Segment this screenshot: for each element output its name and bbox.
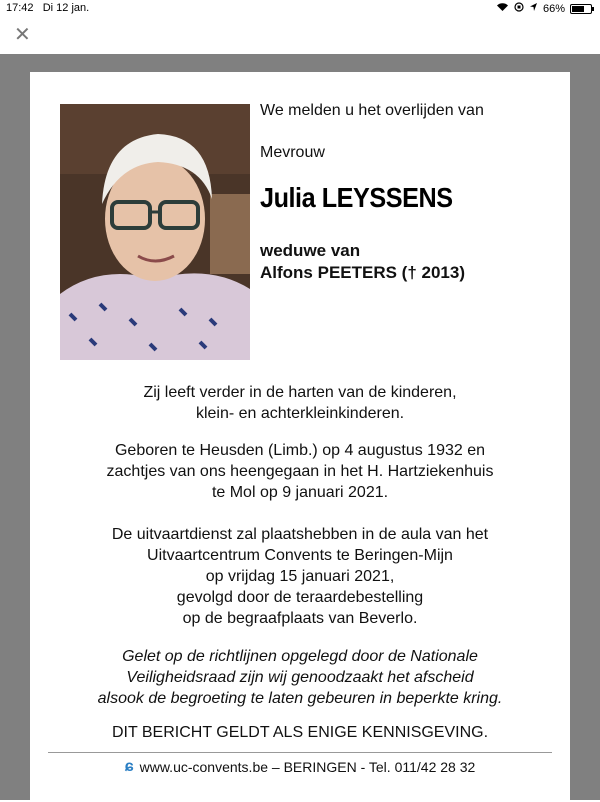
text-line: Veiligheidsraad zijn wij genoodzaakt het afscheid [126,669,474,686]
divider [48,752,552,753]
notice-statement [30,722,570,743]
footer [30,758,570,776]
wifi-icon [496,2,509,15]
widow-of [260,240,465,284]
restrictions-paragraph [30,646,570,709]
close-icon[interactable]: ✕ [14,24,31,46]
status-time-date [6,2,89,14]
location-icon [529,2,538,15]
text-line: Zij leeft verder in de harten van de kinderen, [143,384,457,401]
birth-death-paragraph [30,440,570,503]
text-line: Gelet op de richtlijnen opgelegd door de Nationale [122,648,478,665]
text-line: klein- en achterkleinkinderen. [195,405,405,422]
text-line: op de begraafplaats van Beverlo. [182,610,418,627]
remembrance-paragraph [30,382,570,424]
battery-fill [572,6,584,12]
battery-icon [570,4,592,14]
text-line: op vrijdag 15 januari 2021, [205,568,395,585]
text-line: Uitvaartcentrum Convents te Beringen-Mijn [147,547,453,564]
deceased-name: Julia LEYSSENS [260,182,453,213]
text-line: alsook de begroeting te laten gebeuren in beperkte kring. [97,690,503,707]
status-icons [496,2,592,15]
text-line: Geboren te Heusden (Limb.) op 4 augustus 1932 en [114,442,486,459]
uc-convents-logo-icon: ɕ [124,758,134,775]
battery-percent: 66% [542,2,565,15]
text-line: gevolgd door de teraardebestelling [176,589,424,606]
text-line: De uitvaartdienst zal plaatshebben in de aula van het [111,526,489,543]
document-viewer[interactable] [0,54,600,800]
intro-text: We melden u het overlijden van [260,102,484,119]
widow-line-2: Alfons PEETERS († 2013) [260,263,466,282]
footer-contact: www.uc-convents.be – BERINGEN - Tel. 011/42 28 32 [139,759,476,775]
widow-line-1: weduwe van [260,241,361,260]
orientation-lock-icon [514,2,524,15]
portrait-photo [60,104,250,360]
death-notice [30,72,570,802]
title-text: Mevrouw [260,144,325,161]
status-date: Di 12 jan. [42,2,90,14]
status-time: 17:42 [6,2,34,14]
status-bar [0,0,600,18]
text-line: zachtjes van ons heengegaan in het H. Hartziekenhuis [106,463,494,480]
text-line: te Mol op 9 januari 2021. [211,484,389,501]
viewer-toolbar [0,18,600,54]
funeral-paragraph [30,524,570,629]
text-line: DIT BERICHT GELDT ALS ENIGE KENNISGEVING. [111,724,489,741]
